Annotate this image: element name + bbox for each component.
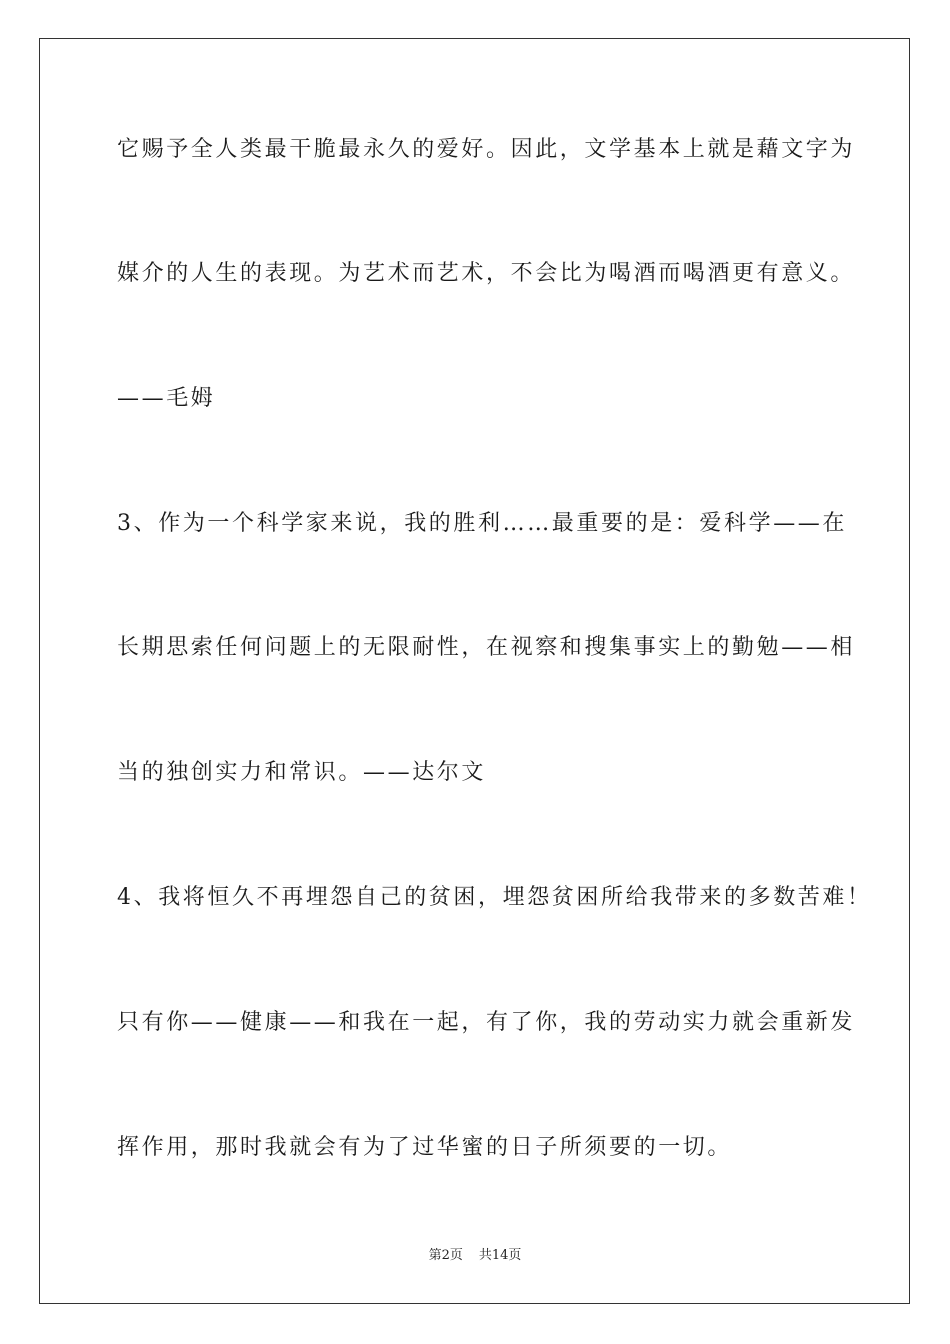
body-text-line: 媒介的人生的表现。为艺术而艺术，不会比为喝酒而喝酒更有意义。 [117,261,856,286]
body-text-line: 它赐予全人类最干脆最永久的爱好。因此，文学基本上就是藉文字为 [117,137,856,162]
body-text-line: 当的独创实力和常识。——达尔文 [117,760,487,785]
body-text-line: 长期思索任何问题上的无限耐性，在视察和搜集事实上的勤勉——相 [117,635,856,660]
page-frame [39,38,910,1304]
body-text-line: 3、作为一个科学家来说，我的胜利……最重要的是：爱科学——在 [117,511,847,536]
page-total: 共14页 [478,1248,522,1263]
body-text-line: ——毛姆 [117,386,216,411]
page-footer [0,1247,950,1265]
body-text-line: 只有你——健康——和我在一起，有了你，我的劳动实力就会重新发 [117,1010,856,1035]
body-text-line: 4、我将恒久不再埋怨自己的贫困，埋怨贫困所给我带来的多数苦难！ [117,885,872,910]
page-number: 第2页 [428,1248,463,1263]
body-text-line: 挥作用，那时我就会有为了过华蜜的日子所须要的一切。 [117,1135,733,1160]
